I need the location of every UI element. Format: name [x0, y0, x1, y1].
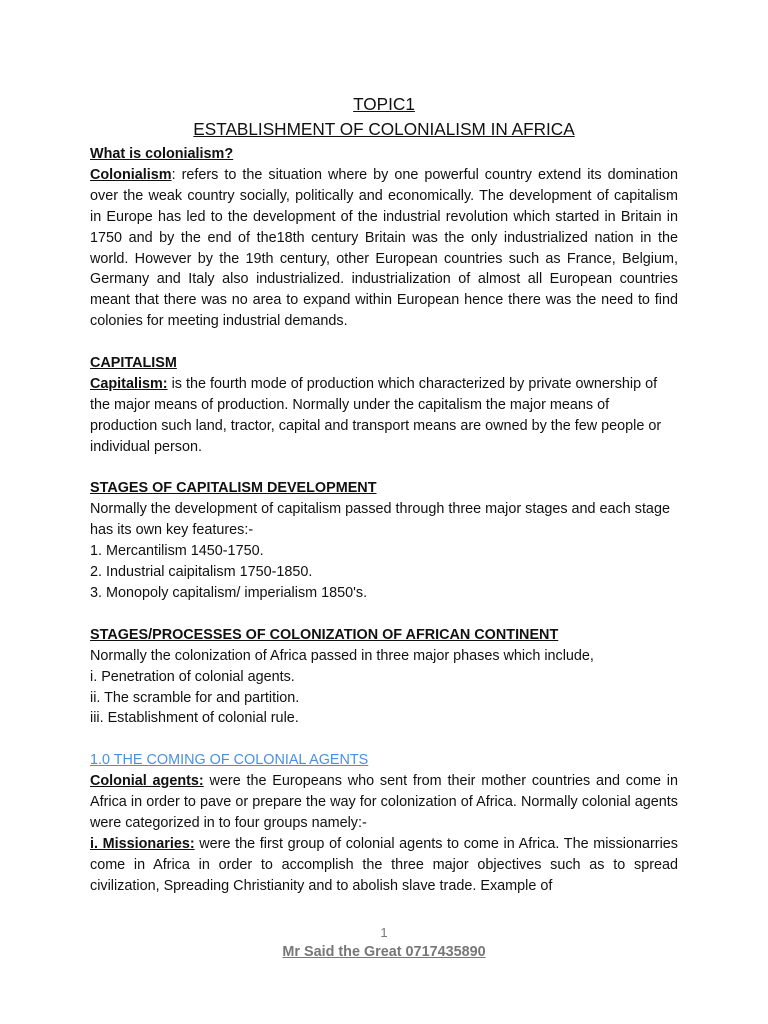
topic-number: TOPIC1	[353, 94, 415, 114]
capitalism-definition: is the fourth mode of production which characterized by private ownership of the major means of production. Normally under the capitalism the major means of production such land, tractor, capital and transport means are owned by the few people or individual person.	[90, 375, 662, 455]
section-heading-colonial-agents: 1.0 THE COMING OF COLONIAL AGENTS	[90, 752, 369, 769]
capitalism-paragraph	[90, 374, 678, 458]
missionaries-paragraph	[90, 834, 678, 897]
list-item: iii. Establishment of colonial rule.	[90, 710, 299, 727]
section-heading-capitalism: CAPITALISM	[90, 355, 177, 372]
list-item: 3. Monopoly capitalism/ imperialism 1850's.	[90, 585, 368, 601]
section-heading-colonization-stages: STAGES/PROCESSES OF COLONIZATION OF AFRICAN CONTINENT	[90, 626, 559, 643]
colonial-agents-definition: were the Europeans who sent from their mother countries and come in Africa in order to pave or prepare the way for colonization of Africa. Normally colonial agents were categorized in to four groups namely:-	[90, 773, 678, 831]
colonial-agents-paragraph	[90, 771, 678, 834]
colonization-intro: Normally the colonization of Africa passed in three major phases which include,	[90, 647, 594, 664]
page-content	[90, 92, 678, 897]
colonialism-definition: : refers to the situation where by one powerful country extend its domination over the weak country socially, politically and economically. The development of capitalism in Europe has led to the development of the industrial revolution which started in Britain in 1750 and by the end of the18th century Britain was the only industrialized nation in the world. However by the 19th century, other European countries such as France, Belgium, Germany and Italy also industrialized. industrialization of almost all European countries meant that there was no area to expand within European hence there was the need to find colonies for meeting industrial demands.	[90, 166, 678, 330]
section-heading-stages-capitalism: STAGES OF CAPITALISM DEVELOPMENT	[90, 480, 377, 497]
section-heading-colonialism: What is colonialism?	[90, 146, 234, 162]
list-item: 1. Mercantilism 1450-1750.	[90, 543, 264, 560]
footer-author: Mr Said the Great 0717435890	[282, 944, 486, 960]
page-title: ESTABLISHMENT OF COLONIALISM IN AFRICA	[193, 119, 575, 139]
term-colonial-agents: Colonial agents:	[90, 773, 204, 790]
list-item: 2. Industrial caipitalism 1750-1850.	[90, 564, 313, 581]
list-item: i. Penetration of colonial agents.	[90, 668, 295, 685]
page-number: 1	[380, 925, 388, 940]
list-item: ii. The scramble for and partition.	[90, 689, 300, 706]
stages-intro: Normally the development of capitalism passed through three major stages and each stage has its own key features:-	[90, 501, 670, 539]
term-colonialism: Colonialism	[90, 166, 172, 183]
term-missionaries: i. Missionaries:	[90, 835, 195, 852]
term-capitalism: Capitalism:	[90, 375, 168, 392]
colonialism-paragraph	[90, 165, 678, 332]
missionaries-definition: were the first group of colonial agents to come in Africa. The missionarries come in Africa in order to accomplish the three major objectives such as to spread civilization, Spreading Christianity and to abolish slave trade. Example of	[90, 835, 678, 894]
